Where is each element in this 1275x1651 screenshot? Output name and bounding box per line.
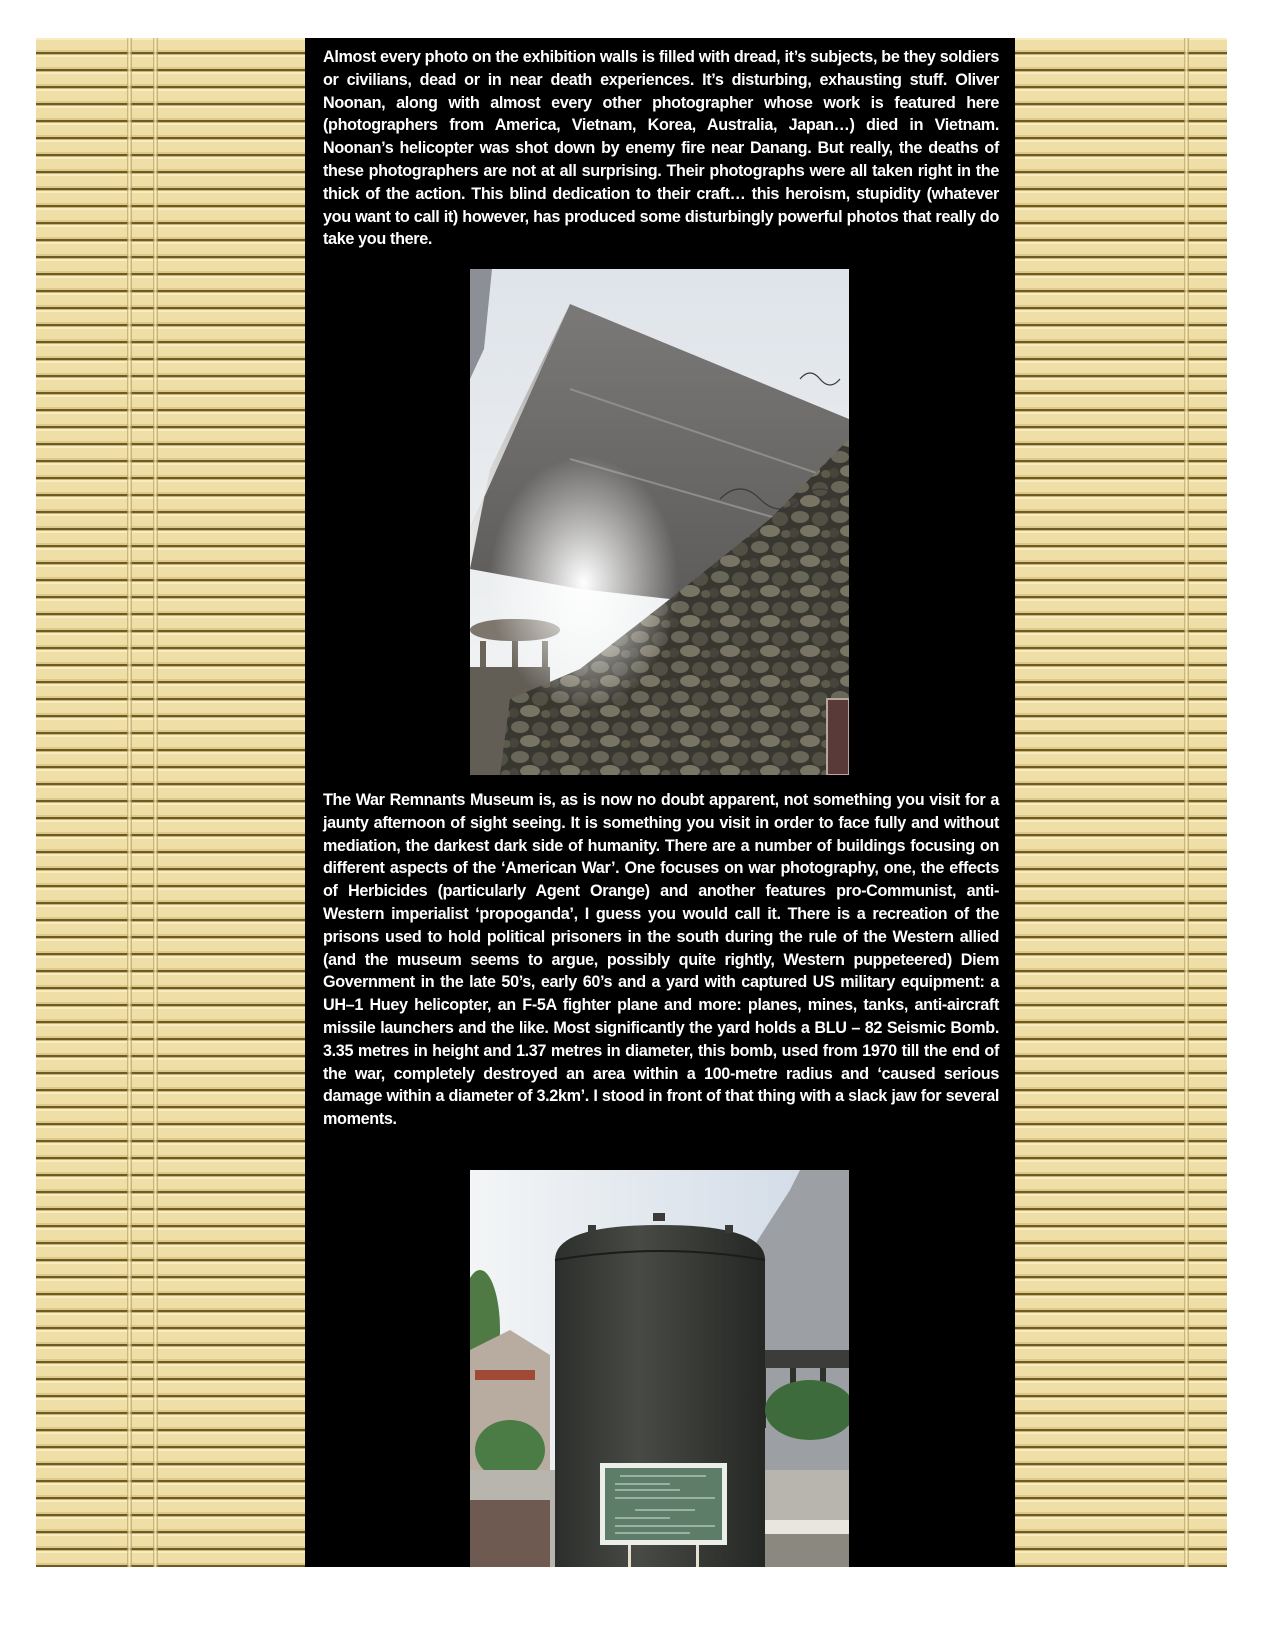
photo-blu82-bomb — [470, 1170, 849, 1567]
article-paragraph-1: Almost every photo on the exhibition walls is filled with dread, it’s subjects, be they soldiers or civilians, dead or in near death experiences. It’s disturbing, exhausting stuff. Oliver Noonan, along with almost every other photographer whose work is featured here (photographers from America, Vietnam, Korea, Australia, Japan…) died in Vietnam. Noonan’s helicopter was shot down by enemy fire near Danang. But really, the deaths of these photographers are not at all surprising. Their photographs were all taken right in the thick of the action. This blind dedication to their craft… this heroism, stupidity (whatever you want to call it) however, has produced some disturbingly powerful photos that really do take you there. — [323, 48, 999, 249]
bamboo-background-right — [1015, 38, 1227, 1567]
bamboo-binding — [127, 38, 132, 1567]
bamboo-binding — [153, 38, 158, 1567]
bamboo-binding — [1184, 38, 1189, 1567]
museum-building-image — [470, 269, 849, 775]
article-panel — [305, 38, 1015, 1567]
article-paragraph-2: The War Remnants Museum is, as is now no doubt apparent, not something you visit for a jaunty afternoon of sight seeing. It is something you visit in order to face fully and without mediation, the darkest dark side of humanity. There are a number of buildings focusing on different aspects of the ‘American War’. One focuses on war photography, one, the effects of Herbicides (particularly Agent Orange) and another features pro-Communist, anti-Western imperialist ‘propoganda’, I guess you would call it. There is a recreation of the prisons used to hold political prisoners in the south during the rule of the Western allied (and the museum seems to argue, possibly quite rightly, Western puppeteered) Diem Government in the late 50’s, early 60’s and a yard with captured US military equipment: a UH–1 Huey helicopter, an F-5A fighter plane and more: planes, mines, tanks, anti-aircraft missile launchers and the like. Most significantly the yard holds a BLU – 82 Seismic Bomb. 3.35 metres in height and 1.37 metres in diameter, this bomb, used from 1970 till the end of the war, completely destroyed an area within a 100-metre radius and ‘caused serious damage within a diameter of 3.2km’. I stood in front of that thing with a slack jaw for several moments. — [323, 791, 999, 1129]
bamboo-background-left — [36, 38, 305, 1567]
photo-museum-building — [470, 269, 849, 775]
blu82-bomb-image — [470, 1170, 849, 1567]
